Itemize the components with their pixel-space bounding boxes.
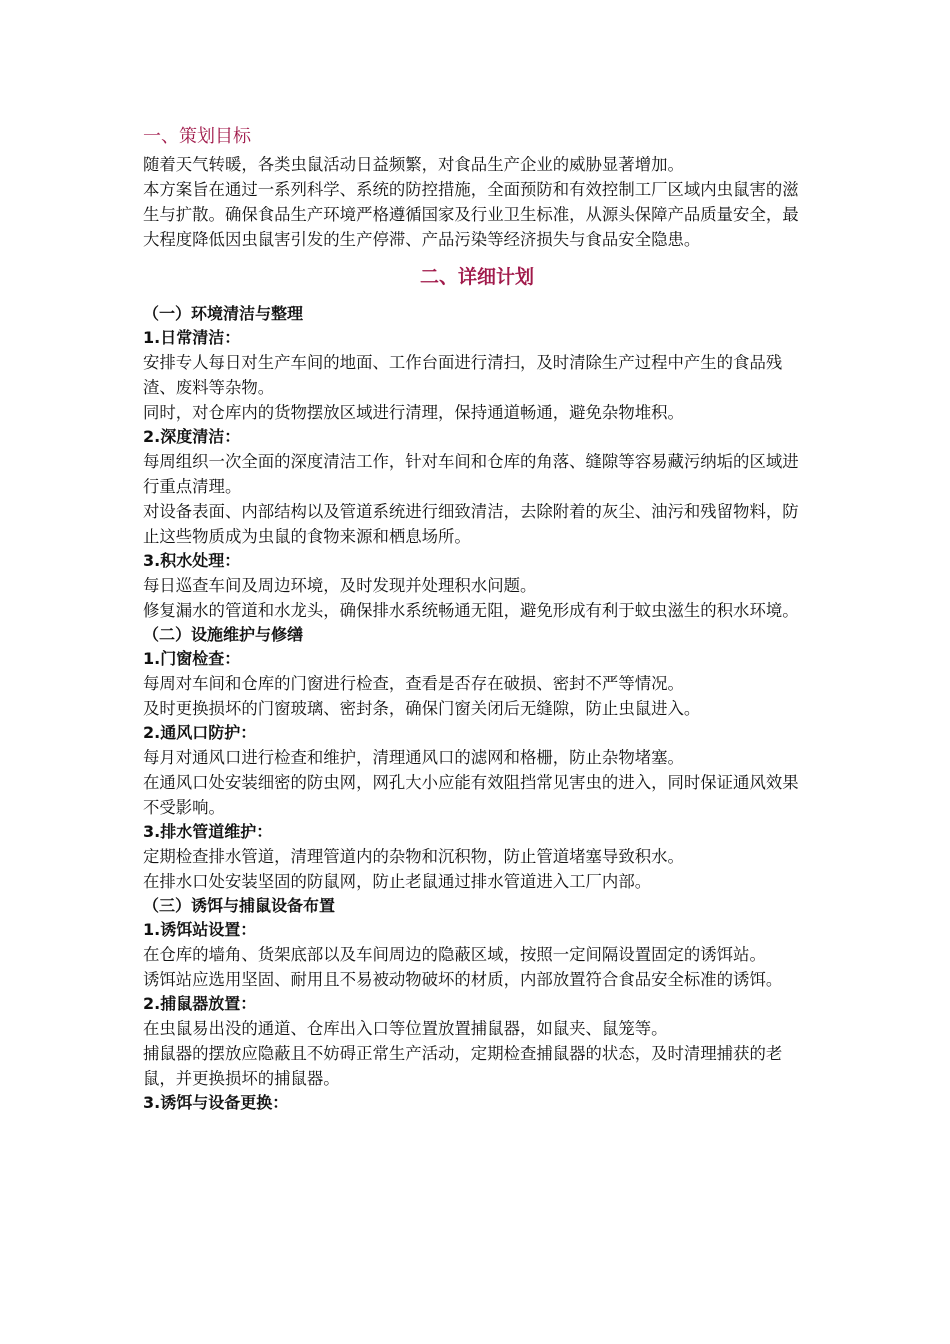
item-heading: 3.排水管道维护： bbox=[143, 822, 273, 841]
paragraph: 捕鼠器的摆放应隐蔽且不妨碍正常生产活动，定期检查捕鼠器的状态，及时清理捕获的老鼠，并更换损坏的捕鼠器。 bbox=[143, 1044, 783, 1088]
paragraph: 修复漏水的管道和水龙头，确保排水系统畅通无阻，避免形成有利于蚊虫滋生的积水环境。 bbox=[143, 601, 799, 620]
item-heading: 2.捕鼠器放置： bbox=[143, 994, 257, 1013]
paragraph: 对设备表面、内部结构以及管道系统进行细致清洁，去除附着的灰尘、油污和残留物料，防止这些物质成为虫鼠的食物来源和栖息场所。 bbox=[143, 502, 799, 546]
paragraph: 诱饵站应选用坚固、耐用且不易被动物破坏的材质，内部放置符合食品安全标准的诱饵。 bbox=[143, 970, 783, 989]
item-heading: 2.通风口防护： bbox=[143, 723, 257, 742]
item-heading: 3.积水处理： bbox=[143, 551, 241, 570]
paragraph: 本方案旨在通过一系列科学、系统的防控措施，全面预防和有效控制工厂区域内虫鼠害的滋生与扩散。确保食品生产环境严格遵循国家及行业卫生标准，从源头保障产品质量安全，最大程度降低因虫鼠害引发的生产停滞、产品污染等经济损失与食品安全隐患。 bbox=[143, 180, 799, 249]
paragraph: 每周对车间和仓库的门窗进行检查，查看是否存在破损、密封不严等情况。 bbox=[143, 674, 684, 693]
paragraph: 每日巡查车间及周边环境，及时发现并处理积水问题。 bbox=[143, 576, 537, 595]
item-heading: 1.门窗检查： bbox=[143, 649, 241, 668]
paragraph: 定期检查排水管道，清理管道内的杂物和沉积物，防止管道堵塞导致积水。 bbox=[143, 847, 684, 866]
paragraph: 在虫鼠易出没的通道、仓库出入口等位置放置捕鼠器，如鼠夹、鼠笼等。 bbox=[143, 1019, 668, 1038]
paragraph: 及时更换损坏的门窗玻璃、密封条，确保门窗关闭后无缝隙，防止虫鼠进入。 bbox=[143, 699, 701, 718]
paragraph: 每周组织一次全面的深度清洁工作，针对车间和仓库的角落、缝隙等容易藏污纳垢的区域进行重点清理。 bbox=[143, 452, 799, 496]
item-heading: 3.诱饵与设备更换： bbox=[143, 1093, 289, 1112]
paragraph: 随着天气转暖，各类虫鼠活动日益频繁，对食品生产企业的威胁显著增加。 bbox=[143, 155, 684, 174]
paragraph: 同时，对仓库内的货物摆放区域进行清理，保持通道畅通，避免杂物堆积。 bbox=[143, 403, 684, 422]
item-heading: 1.日常清洁： bbox=[143, 328, 241, 347]
subsection-heading: （二）设施维护与修缮 bbox=[143, 625, 304, 644]
item-heading: 1.诱饵站设置： bbox=[143, 920, 257, 939]
subsection-heading: （三）诱饵与捕鼠设备布置 bbox=[143, 896, 336, 915]
subsection-heading: （一）环境清洁与整理 bbox=[143, 304, 304, 323]
paragraph: 在通风口处安装细密的防虫网，网孔大小应能有效阻挡常见害虫的进入，同时保证通风效果不受影响。 bbox=[143, 773, 799, 817]
paragraph: 在排水口处安装坚固的防鼠网，防止老鼠通过排水管道进入工厂内部。 bbox=[143, 872, 652, 891]
paragraph: 在仓库的墙角、货架底部以及车间周边的隐蔽区域，按照一定间隔设置固定的诱饵站。 bbox=[143, 945, 766, 964]
section-heading-plan: 二、详细计划 bbox=[419, 266, 534, 288]
section-heading-goal: 一、策划目标 bbox=[143, 126, 251, 147]
item-heading: 2.深度清洁： bbox=[143, 427, 241, 446]
paragraph: 每月对通风口进行检查和维护，清理通风口的滤网和格栅，防止杂物堵塞。 bbox=[143, 748, 684, 767]
paragraph: 安排专人每日对生产车间的地面、工作台面进行清扫，及时清除生产过程中产生的食品残渣、废料等杂物。 bbox=[143, 353, 783, 397]
document-page bbox=[143, 122, 811, 1115]
